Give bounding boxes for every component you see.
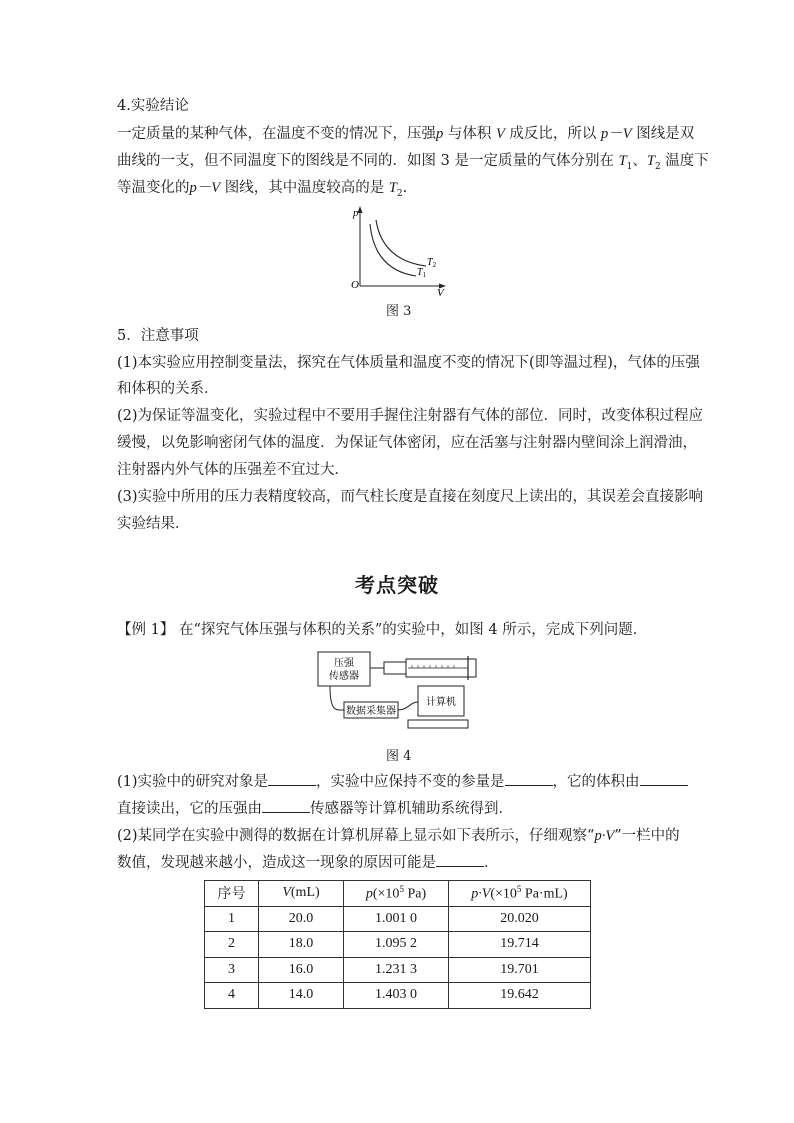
table-row <box>205 957 591 983</box>
answer-blank-1[interactable] <box>268 771 316 787</box>
table-row <box>205 906 591 932</box>
section-5-title: 5．注意事项 <box>117 328 199 344</box>
cell-pv: 19.642 <box>449 983 591 1009</box>
cell-volume: 20.0 <box>259 906 344 932</box>
note-1-line-2: 和体积的关系． <box>117 381 219 397</box>
cell-pv: 19.714 <box>449 932 591 958</box>
collector-cable <box>398 702 418 710</box>
figure-3-pv-graph <box>340 200 460 296</box>
note-2-line-1: (2)为保证等温变化，实验过程中不要用手握住注射器有气体的部位．同时，改变体积过程应 <box>117 408 704 424</box>
cell-index: 4 <box>205 983 259 1009</box>
curve-label-t1: $T_1$ <box>417 267 427 279</box>
answer-blank-2[interactable] <box>505 771 553 787</box>
figure-4-caption: 图 4 <box>386 749 412 764</box>
cell-pressure: 1.231 3 <box>344 957 449 983</box>
cell-pressure: 1.403 0 <box>344 983 449 1009</box>
cell-pv: 19.701 <box>449 957 591 983</box>
header-pressure: $p(\times 10^5$ Pa) <box>344 881 449 907</box>
cell-pressure: 1.095 2 <box>344 932 449 958</box>
header-pv: $p\cdot V(\times 10^5$ Pa·mL) <box>449 881 591 907</box>
answer-blank-3[interactable] <box>640 771 688 787</box>
example-1-prompt: 【例 1】 在“探究气体压强与体积的关系”的实验中，如图 4 所示，完成下列问题． <box>117 622 648 638</box>
question-1-line-1: (1)实验中的研究对象是 ，实验中应保持不变的参量是 ，它的体积由 <box>117 770 688 794</box>
curve-label-t2: $T_2$ <box>427 257 437 269</box>
section-4-title: 4.实验结论 <box>117 98 189 114</box>
syringe-nozzle <box>384 662 406 674</box>
cell-index: 1 <box>205 906 259 932</box>
question-2-line-1: (2)某同学在实验中测得的数据在计算机屏幕上显示如下表所示，仔细观察“p·V”一栏中的 <box>117 828 680 844</box>
origin-label: O <box>351 279 359 291</box>
cell-pv: 20.020 <box>449 906 591 932</box>
answer-blank-5[interactable] <box>436 852 484 868</box>
note-1-line-1: (1)本实验应用控制变量法，探究在气体质量和温度不变的情况下(即等温过程)，气体的压强 <box>117 355 700 371</box>
figure-4-apparatus <box>310 646 480 736</box>
section-4-para-line-3: 等温变化的p－V 图线，其中温度较高的是 $T_2$. <box>117 180 408 199</box>
data-collector-label: 数据采集器 <box>346 706 396 717</box>
table-header-row <box>205 881 591 907</box>
section-heading: 考点突破 <box>355 573 439 597</box>
cell-volume: 14.0 <box>259 983 344 1009</box>
section-4-para-line-1: 一定质量的某种气体，在温度不变的情况下，压强p 与体积 V 成反比，所以 p－V 图线是双 <box>117 126 695 142</box>
note-3-line-2: 实验结果． <box>117 516 190 532</box>
sensor-label-line-1: 压强 <box>334 658 354 669</box>
data-table <box>204 880 591 1009</box>
curve-t1 <box>370 224 416 276</box>
sensor-label-line-2: 传感器 <box>329 671 359 682</box>
table-row <box>205 983 591 1009</box>
note-3-line-1: (3)实验中所用的压力表精度较高，而气柱长度是直接在刻度尺上读出的，其误差会直接影响 <box>117 489 704 505</box>
sensor-cable <box>330 686 344 710</box>
section-4-para-line-2: 曲线的一支，但不同温度下的图线是不同的．如图 3 是一定质量的气体分别在 $T_1$、$T_2$ 温度下 <box>117 153 709 172</box>
header-index: 序号 <box>205 881 259 907</box>
cell-pressure: 1.001 0 <box>344 906 449 932</box>
header-volume: V(mL) <box>259 881 344 907</box>
figure-3-caption: 图 3 <box>386 304 412 319</box>
example-label: 【例 1】 <box>117 622 175 638</box>
table-row <box>205 932 591 958</box>
cell-volume: 18.0 <box>259 932 344 958</box>
computer-label: 计算机 <box>426 697 456 708</box>
cell-index: 2 <box>205 932 259 958</box>
note-2-line-3: 注射器内外气体的压强差不宜过大． <box>117 462 349 478</box>
question-1-line-2: 直接读出，它的压强由 传感器等计算机辅助系统得到． <box>117 797 513 821</box>
cell-index: 3 <box>205 957 259 983</box>
computer-base <box>408 720 468 728</box>
axis-label-v: V <box>437 287 444 296</box>
axis-label-p: p <box>353 207 359 219</box>
answer-blank-4[interactable] <box>262 798 310 814</box>
question-2-line-2: 数值，发现越来越小，造成这一现象的原因可能是 ． <box>117 851 499 875</box>
note-2-line-2: 缓慢，以免影响密闭气体的温度．为保证气体密闭，应在活塞与注射器内壁间涂上润滑油， <box>117 435 697 451</box>
cell-volume: 16.0 <box>259 957 344 983</box>
